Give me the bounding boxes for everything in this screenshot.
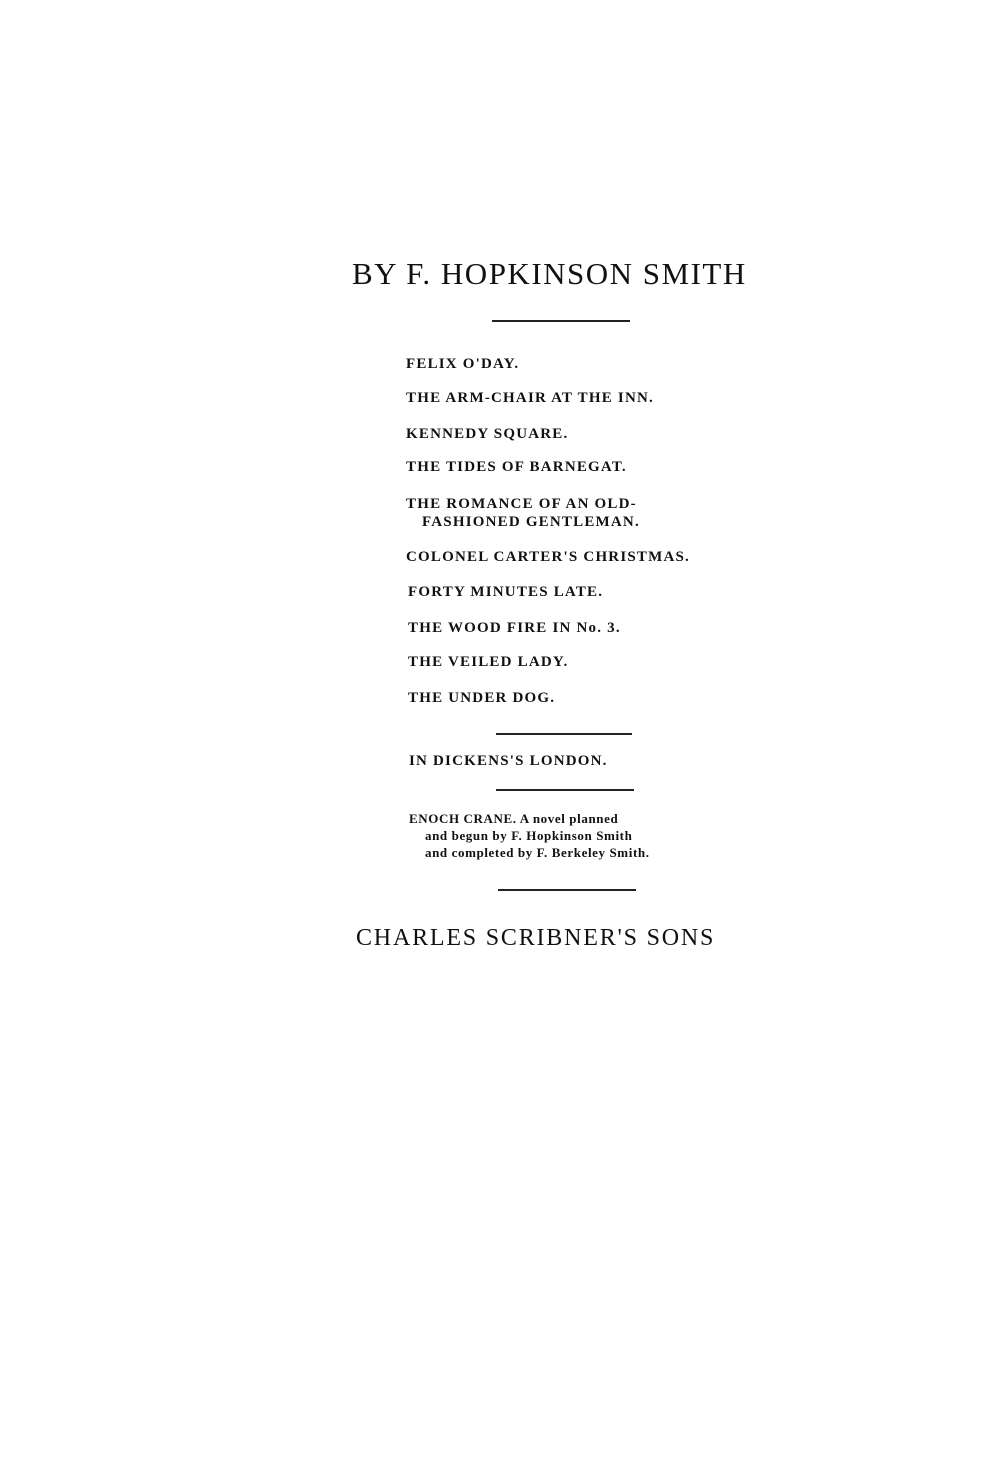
book-title: FORTY MINUTES LATE. xyxy=(408,584,604,600)
book-title: THE WOOD FIRE IN No. 3. xyxy=(408,620,621,636)
entry-line: ENOCH CRANE. A novel planned xyxy=(409,811,619,826)
book-title: THE TIDES OF BARNEGAT. xyxy=(406,459,627,475)
book-title-line: THE ROMANCE OF AN OLD- xyxy=(406,496,637,512)
entry-line: and completed by F. Berkeley Smith. xyxy=(425,845,650,860)
book-title: THE UNDER DOG. xyxy=(408,690,556,706)
section-divider xyxy=(496,789,634,791)
book-title: FELIX O'DAY. xyxy=(406,356,520,372)
section-divider xyxy=(496,733,632,735)
book-title-line: FASHIONED GENTLEMAN. xyxy=(422,514,640,530)
heading-divider xyxy=(492,320,630,322)
book-title xyxy=(406,495,640,531)
entry-line: and begun by F. Hopkinson Smith xyxy=(425,828,633,843)
book-title: THE VEILED LADY. xyxy=(408,654,569,670)
posthumous-novel-entry xyxy=(409,810,650,861)
book-title: KENNEDY SQUARE. xyxy=(406,426,569,442)
publisher-name: CHARLES SCRIBNER'S SONS xyxy=(356,925,716,951)
book-title: IN DICKENS'S LONDON. xyxy=(409,753,608,769)
book-title: THE ARM-CHAIR AT THE INN. xyxy=(406,390,654,406)
publisher-divider xyxy=(498,889,636,891)
author-heading: BY F. HOPKINSON SMITH xyxy=(352,256,747,291)
book-title: COLONEL CARTER'S CHRISTMAS. xyxy=(406,549,691,565)
